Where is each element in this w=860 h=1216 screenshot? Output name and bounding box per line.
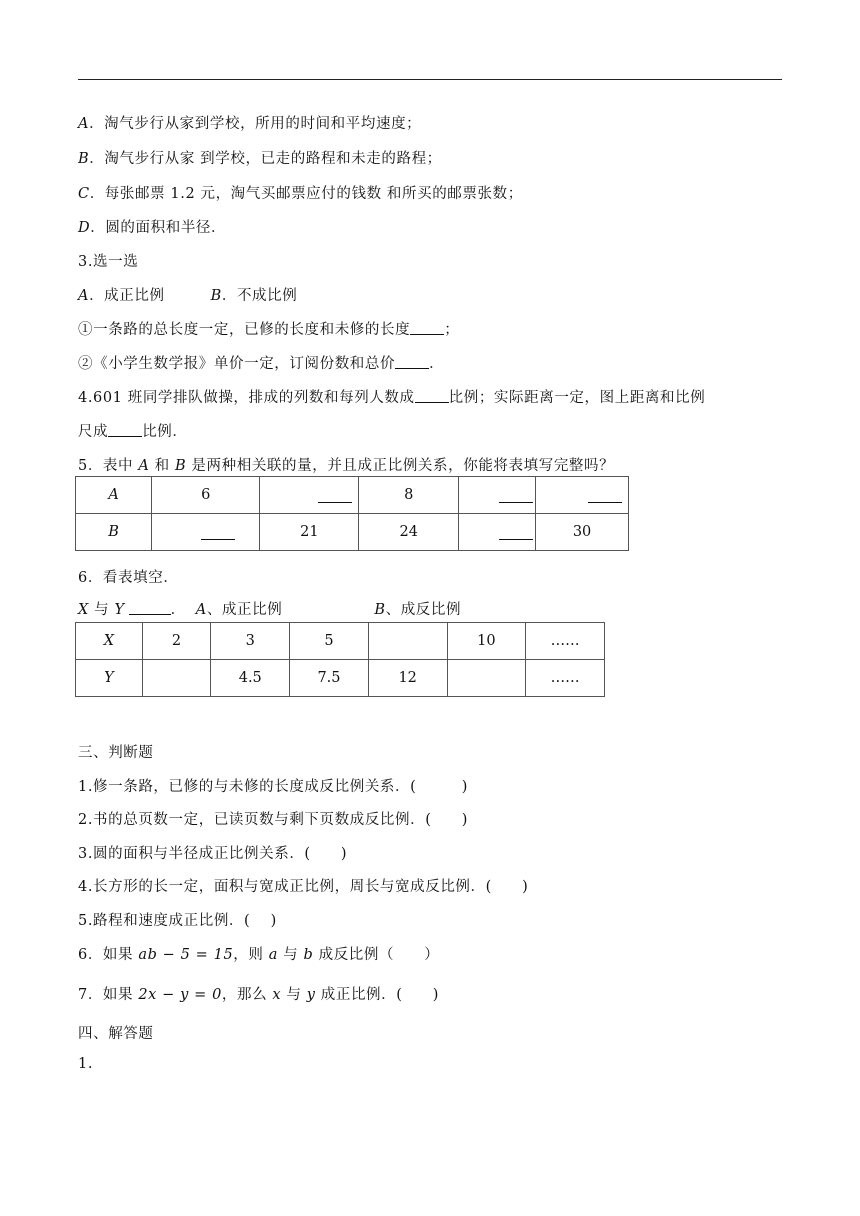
q3-options: A．成正比例 B．不成比例 <box>78 288 298 304</box>
answer-blank[interactable] <box>588 488 622 503</box>
judge-item-6: 6．如果 ab − 5 = 15，则 a 与 b 成反比例（ ） <box>78 947 440 963</box>
table-cell[interactable] <box>459 514 536 551</box>
table-row <box>76 660 605 697</box>
q3-title: 3.选一选 <box>78 254 139 270</box>
answer-blank[interactable] <box>129 600 171 615</box>
option-a-q2: A．淘气步行从家到学校，所用的时间和平均速度； <box>78 116 422 132</box>
q4-line1: 4.601 班同学排队做操，排成的列数和每列人数成 比例；实际距离一定，图上距离和比例 <box>78 390 706 406</box>
table-cell: 2 <box>142 623 211 660</box>
answer-blank[interactable] <box>201 525 235 540</box>
table-cell: 21 <box>260 514 359 551</box>
table-row <box>76 514 629 551</box>
answer-blank[interactable] <box>499 488 533 503</box>
option-d-q2: D．圆的面积和半径． <box>78 220 227 236</box>
row-label-y: Y <box>76 660 143 697</box>
answer-blank[interactable] <box>318 488 352 503</box>
table-cell <box>142 660 211 697</box>
judge-item-2: 2.书的总页数一定，已读页数与剩下页数成反比例．( ) <box>78 812 468 828</box>
table-cell: 30 <box>536 514 629 551</box>
table-cell: 24 <box>359 514 459 551</box>
answer-blank[interactable] <box>410 320 444 335</box>
judge-item-1: 1.修一条路，已修的与未修的长度成反比例关系．( ) <box>78 779 468 795</box>
row-label-a: A <box>76 477 152 514</box>
q3-item2: ②《小学生数学报》单价一定，订阅份数和总价 ． <box>78 356 445 372</box>
q4-line2: 尺成 比例． <box>78 424 188 440</box>
answer-blank[interactable] <box>499 525 533 540</box>
table-cell[interactable] <box>152 514 260 551</box>
row-label-b: B <box>76 514 152 551</box>
table-cell: 10 <box>447 623 526 660</box>
judge-item-5: 5.路程和速度成正比例．( ) <box>78 913 277 929</box>
table-cell <box>368 623 447 660</box>
answer-blank[interactable] <box>108 422 142 437</box>
table-cell: 8 <box>359 477 459 514</box>
table-cell: 12 <box>368 660 447 697</box>
q3-item1: ①一条路的总长度一定，已修的长度和未修的长度 ； <box>78 322 460 338</box>
table-cell: 7.5 <box>290 660 369 697</box>
judge-item-3: 3.圆的面积与半径成正比例关系．( ) <box>78 846 348 862</box>
q6-table <box>75 622 605 697</box>
row-label-x: X <box>76 623 143 660</box>
q6-title: 6．看表填空． <box>78 570 179 586</box>
answer-blank[interactable] <box>395 354 429 369</box>
q6-prompt: X 与 Y ． A、成正比例 B、成反比例 <box>78 602 462 618</box>
q5-question: 5．表中 A 和 B 是两种相关联的量，并且成正比例关系，你能将表填写完整吗？ <box>78 458 615 474</box>
table-cell: …… <box>526 660 605 697</box>
table-cell[interactable] <box>459 477 536 514</box>
section-4-title: 四、解答题 <box>78 1026 154 1042</box>
judge-item-7: 7．如果 2x − y = 0，那么 x 与 y 成正比例．( ) <box>78 987 439 1003</box>
table-cell: 6 <box>152 477 260 514</box>
option-c-q2: C．每张邮票 1.2 元，淘气买邮票应付的钱数 和所买的邮票张数； <box>78 186 523 202</box>
table-cell <box>447 660 526 697</box>
option-b-q2: B．淘气步行从家 到学校，已走的路程和未走的路程； <box>78 151 442 167</box>
table-cell: 5 <box>290 623 369 660</box>
table-cell: 3 <box>211 623 290 660</box>
table-row <box>76 477 629 514</box>
answer-item-1: 1. <box>78 1056 94 1072</box>
top-rule <box>78 79 782 80</box>
table-cell: 4.5 <box>211 660 290 697</box>
table-cell[interactable] <box>260 477 359 514</box>
table-cell[interactable] <box>536 477 629 514</box>
answer-blank[interactable] <box>415 388 449 403</box>
table-cell: …… <box>526 623 605 660</box>
q5-table <box>75 476 629 551</box>
judge-item-4: 4.长方形的长一定，面积与宽成正比例，周长与宽成反比例．( ) <box>78 879 529 895</box>
section-3-title: 三、判断题 <box>78 745 154 761</box>
table-row <box>76 623 605 660</box>
